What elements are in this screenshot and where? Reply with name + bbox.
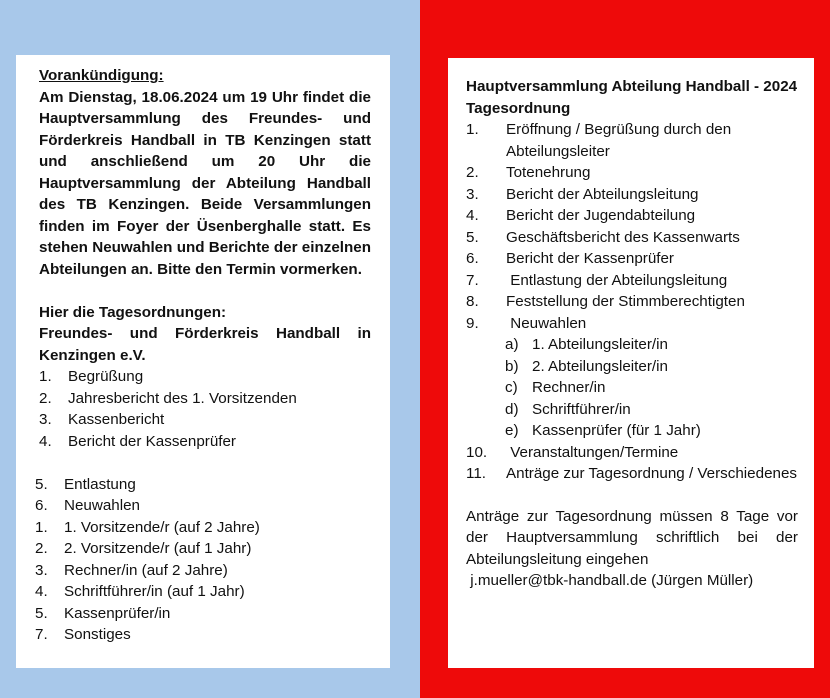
list-item: a) 1. Abteilungsleiter/in (505, 336, 668, 353)
list-item: 3. Bericht der Abteilungsleitung (466, 185, 699, 203)
list-item: d) Schriftführer/in (505, 400, 631, 418)
list-item: b) 2. Abteilungsleiter/in (505, 357, 668, 375)
list-item: 7. Sonstiges (35, 626, 131, 643)
list-item: 5. Geschäftsbericht des Kassenwarts (466, 228, 740, 246)
agenda-card (448, 58, 814, 668)
list-item: 1. Begrüßung (39, 368, 144, 385)
contact-email: j.mueller@tbk-handball.de (Jürgen Müller) (466, 572, 754, 589)
list-item: 3. Rechner/in (auf 2 Jahre) (35, 561, 228, 579)
list-item: 1. Eröffnung / Begrüßung durch den Abteilungsleiter (466, 121, 732, 160)
list-item: 6. Bericht der Kassenprüfer (466, 250, 674, 267)
club-agenda-list-b (35, 474, 371, 646)
agenda-intro: Hier die Tagesordnungen: (39, 303, 227, 321)
club-title: Freundes- und Förderkreis Handball in Kenzingen e.V. (39, 325, 371, 364)
announcement-card (16, 55, 390, 668)
announcement-intro: Am Dienstag, 18.06.2024 um 19 Uhr findet die Hauptversammlung des Freundes- und Förderkreis Handball in TB Kenzingen statt und anschließend um 20 Uhr die Hauptversammlung der Abteilung Handball des TB Kenzingen. Beide Versammlungen finden im Foyer der Üsenberghalle statt. Es stehen Neuwahlen und Berichte der einzelnen Abteilungen an. Bitte den Termin vormerken. (39, 88, 371, 278)
list-item: 4. Schriftführer/in (auf 1 Jahr) (35, 583, 245, 600)
list-item: 10. Veranstaltungen/Termine (466, 443, 679, 461)
list-item: 5. Entlastung (35, 475, 136, 493)
list-item: 1. 1. Vorsitzende/r (auf 2 Jahre) (35, 518, 260, 536)
list-item: 2. Totenehrung (466, 164, 591, 181)
list-item: 7. Entlastung der Abteilungsleitung (466, 271, 728, 289)
list-item: 4. Bericht der Kassenprüfer (39, 432, 236, 450)
announcement-heading: Vorankündigung: (39, 67, 164, 84)
agenda-title: Hauptversammlung Abteilung Handball - 2024 (466, 78, 798, 95)
list-item: 2. Jahresbericht des 1. Vorsitzenden (39, 389, 297, 407)
submission-note: Anträge zur Tagesordnung müssen 8 Tage vor der Hauptversammlung schriftlich bei der Abteilungsleitung eingehen (466, 507, 798, 568)
list-item: 6. Neuwahlen (35, 497, 140, 514)
list-item: 2. 2. Vorsitzende/r (auf 1 Jahr) (35, 540, 252, 557)
election-sublist (466, 334, 798, 442)
list-item: 3. Kassenbericht (39, 411, 165, 428)
list-item: 11. Anträge zur Tagesordnung / Verschiedenes (466, 465, 798, 482)
agenda-subtitle: Tagesordnung (466, 99, 571, 117)
list-item: 5. Kassenprüfer/in (35, 604, 171, 622)
list-item: 8. Feststellung der Stimmberechtigten (466, 293, 745, 310)
club-agenda-list-a (39, 366, 371, 452)
list-item: e) Kassenprüfer (für 1 Jahr) (505, 422, 701, 439)
list-item: 4. Bericht der Jugendabteilung (466, 207, 696, 224)
list-item: 9. Neuwahlen (466, 314, 587, 332)
list-item: c) Rechner/in (505, 379, 606, 396)
department-agenda-list (466, 119, 798, 485)
